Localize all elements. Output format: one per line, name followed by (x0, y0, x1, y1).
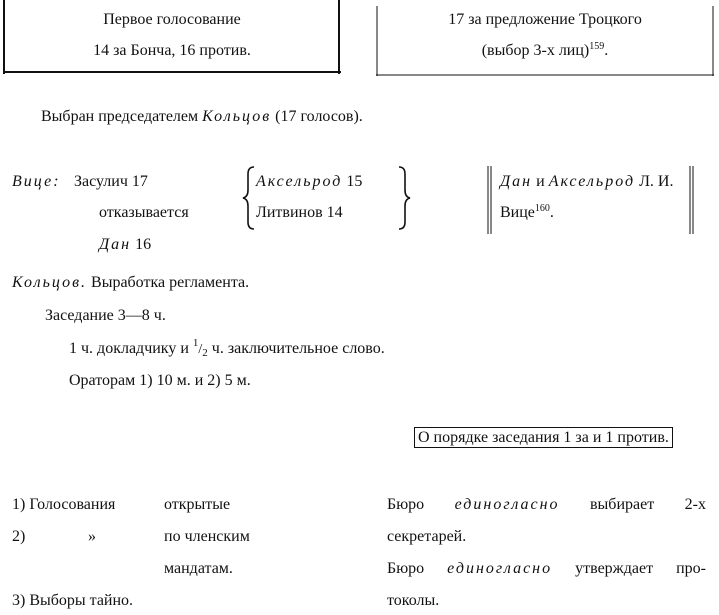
footnote-160: 160 (534, 203, 550, 214)
voting-item-2: 2) (12, 528, 26, 545)
vice-result-axelrod: Аксельрод (548, 173, 636, 190)
voting-item-1: 1) Голосования (12, 496, 116, 513)
dan-votes-line (99, 236, 151, 254)
footnote-159: 159 (589, 41, 605, 52)
bureau-protocols-a: Бюро (387, 560, 425, 577)
left-brace (242, 166, 256, 230)
bureau-protocols-verb: утверждает (575, 560, 654, 577)
order-box: О порядке заседания 1 за и 1 против. (414, 427, 673, 448)
bureau-secretaries-unanimous: единогласно (454, 496, 560, 513)
axelrod-votes: 15 (346, 173, 363, 190)
speakers-time: Ораторам 1) 10 м. и 2) 5 м. (69, 372, 251, 389)
vice-result-vice: Вице (500, 204, 535, 221)
voting-item-3: 3) Выборы тайно. (12, 592, 134, 609)
bureau-protocols-hyphen: про- (676, 560, 706, 577)
trotsky-proposal-detail (376, 42, 714, 60)
rapporteur-suffix: ч. заключительное слово. (211, 340, 385, 357)
bureau-secretaries-cont: секретарей. (387, 528, 467, 545)
bureau-secretaries-a: Бюро (387, 496, 425, 513)
axelrod-votes-line (256, 173, 362, 191)
litvinov-votes: Литвинов 14 (256, 204, 343, 221)
chairman-suffix: (17 голосов). (275, 108, 363, 125)
vice-result-role (500, 204, 554, 222)
vice-label: Вице: (12, 173, 61, 190)
dan-votes: 16 (135, 236, 152, 253)
vice-result-tail: . (549, 204, 554, 221)
regulations-heading (12, 274, 249, 292)
vice-result-and: и (536, 173, 545, 190)
rapporteur-time (69, 337, 385, 359)
bureau-protocols-unanimous: единогласно (447, 560, 553, 577)
trotsky-proposal-box (376, 0, 714, 76)
bureau-secretaries-verb: выбирает (590, 496, 655, 513)
voting-item-2-value: по членским (164, 528, 250, 545)
zasulich-declines: отказывается (99, 204, 189, 221)
right-brace (397, 166, 411, 230)
rapporteur-prefix: 1 ч. докладчику и (69, 340, 189, 357)
regulations-speaker: Кольцов. (12, 274, 88, 291)
first-vote-title: Первое голосование (103, 11, 241, 28)
first-vote-result: 14 за Бонча, 16 против. (93, 42, 251, 59)
bureau-protocols-cont: токолы. (387, 592, 440, 609)
vice-result-initials: Л. И. (639, 173, 674, 190)
axelrod-name: Аксельрод (256, 173, 343, 190)
bureau-protocols-line (387, 560, 706, 578)
vice-result-names (500, 173, 673, 191)
fraction-numerator: 1 (192, 337, 199, 349)
trotsky-proposal-title: 17 за предложение Троцкого (448, 11, 642, 28)
zasulich-votes: Засулич 17 (74, 173, 148, 190)
voting-item-1-value: открытые (164, 496, 231, 513)
chairman-prefix: Выбран председателем (41, 108, 199, 125)
session-hours: Заседание 3—8 ч. (45, 307, 166, 324)
trotsky-proposal-detail-text: (выбор 3-х лиц) (481, 42, 590, 59)
chairman-line (41, 108, 363, 126)
fraction-slash: / (198, 342, 203, 357)
bureau-secretaries-line (387, 496, 706, 514)
regulations-title: Выработка регламента. (91, 274, 250, 291)
chairman-name: Кольцов (202, 108, 272, 125)
fraction-denominator: 2 (202, 347, 208, 359)
vice-result-dan: Дан (500, 173, 533, 190)
voting-item-2-ditto: » (88, 528, 96, 545)
trotsky-proposal-tail: . (604, 42, 609, 59)
voting-item-2-value-cont: мандатам. (164, 560, 233, 577)
bureau-secretaries-count: 2-х (684, 496, 706, 513)
first-vote-box (3, 0, 341, 74)
dan-name: Дан (99, 236, 132, 253)
